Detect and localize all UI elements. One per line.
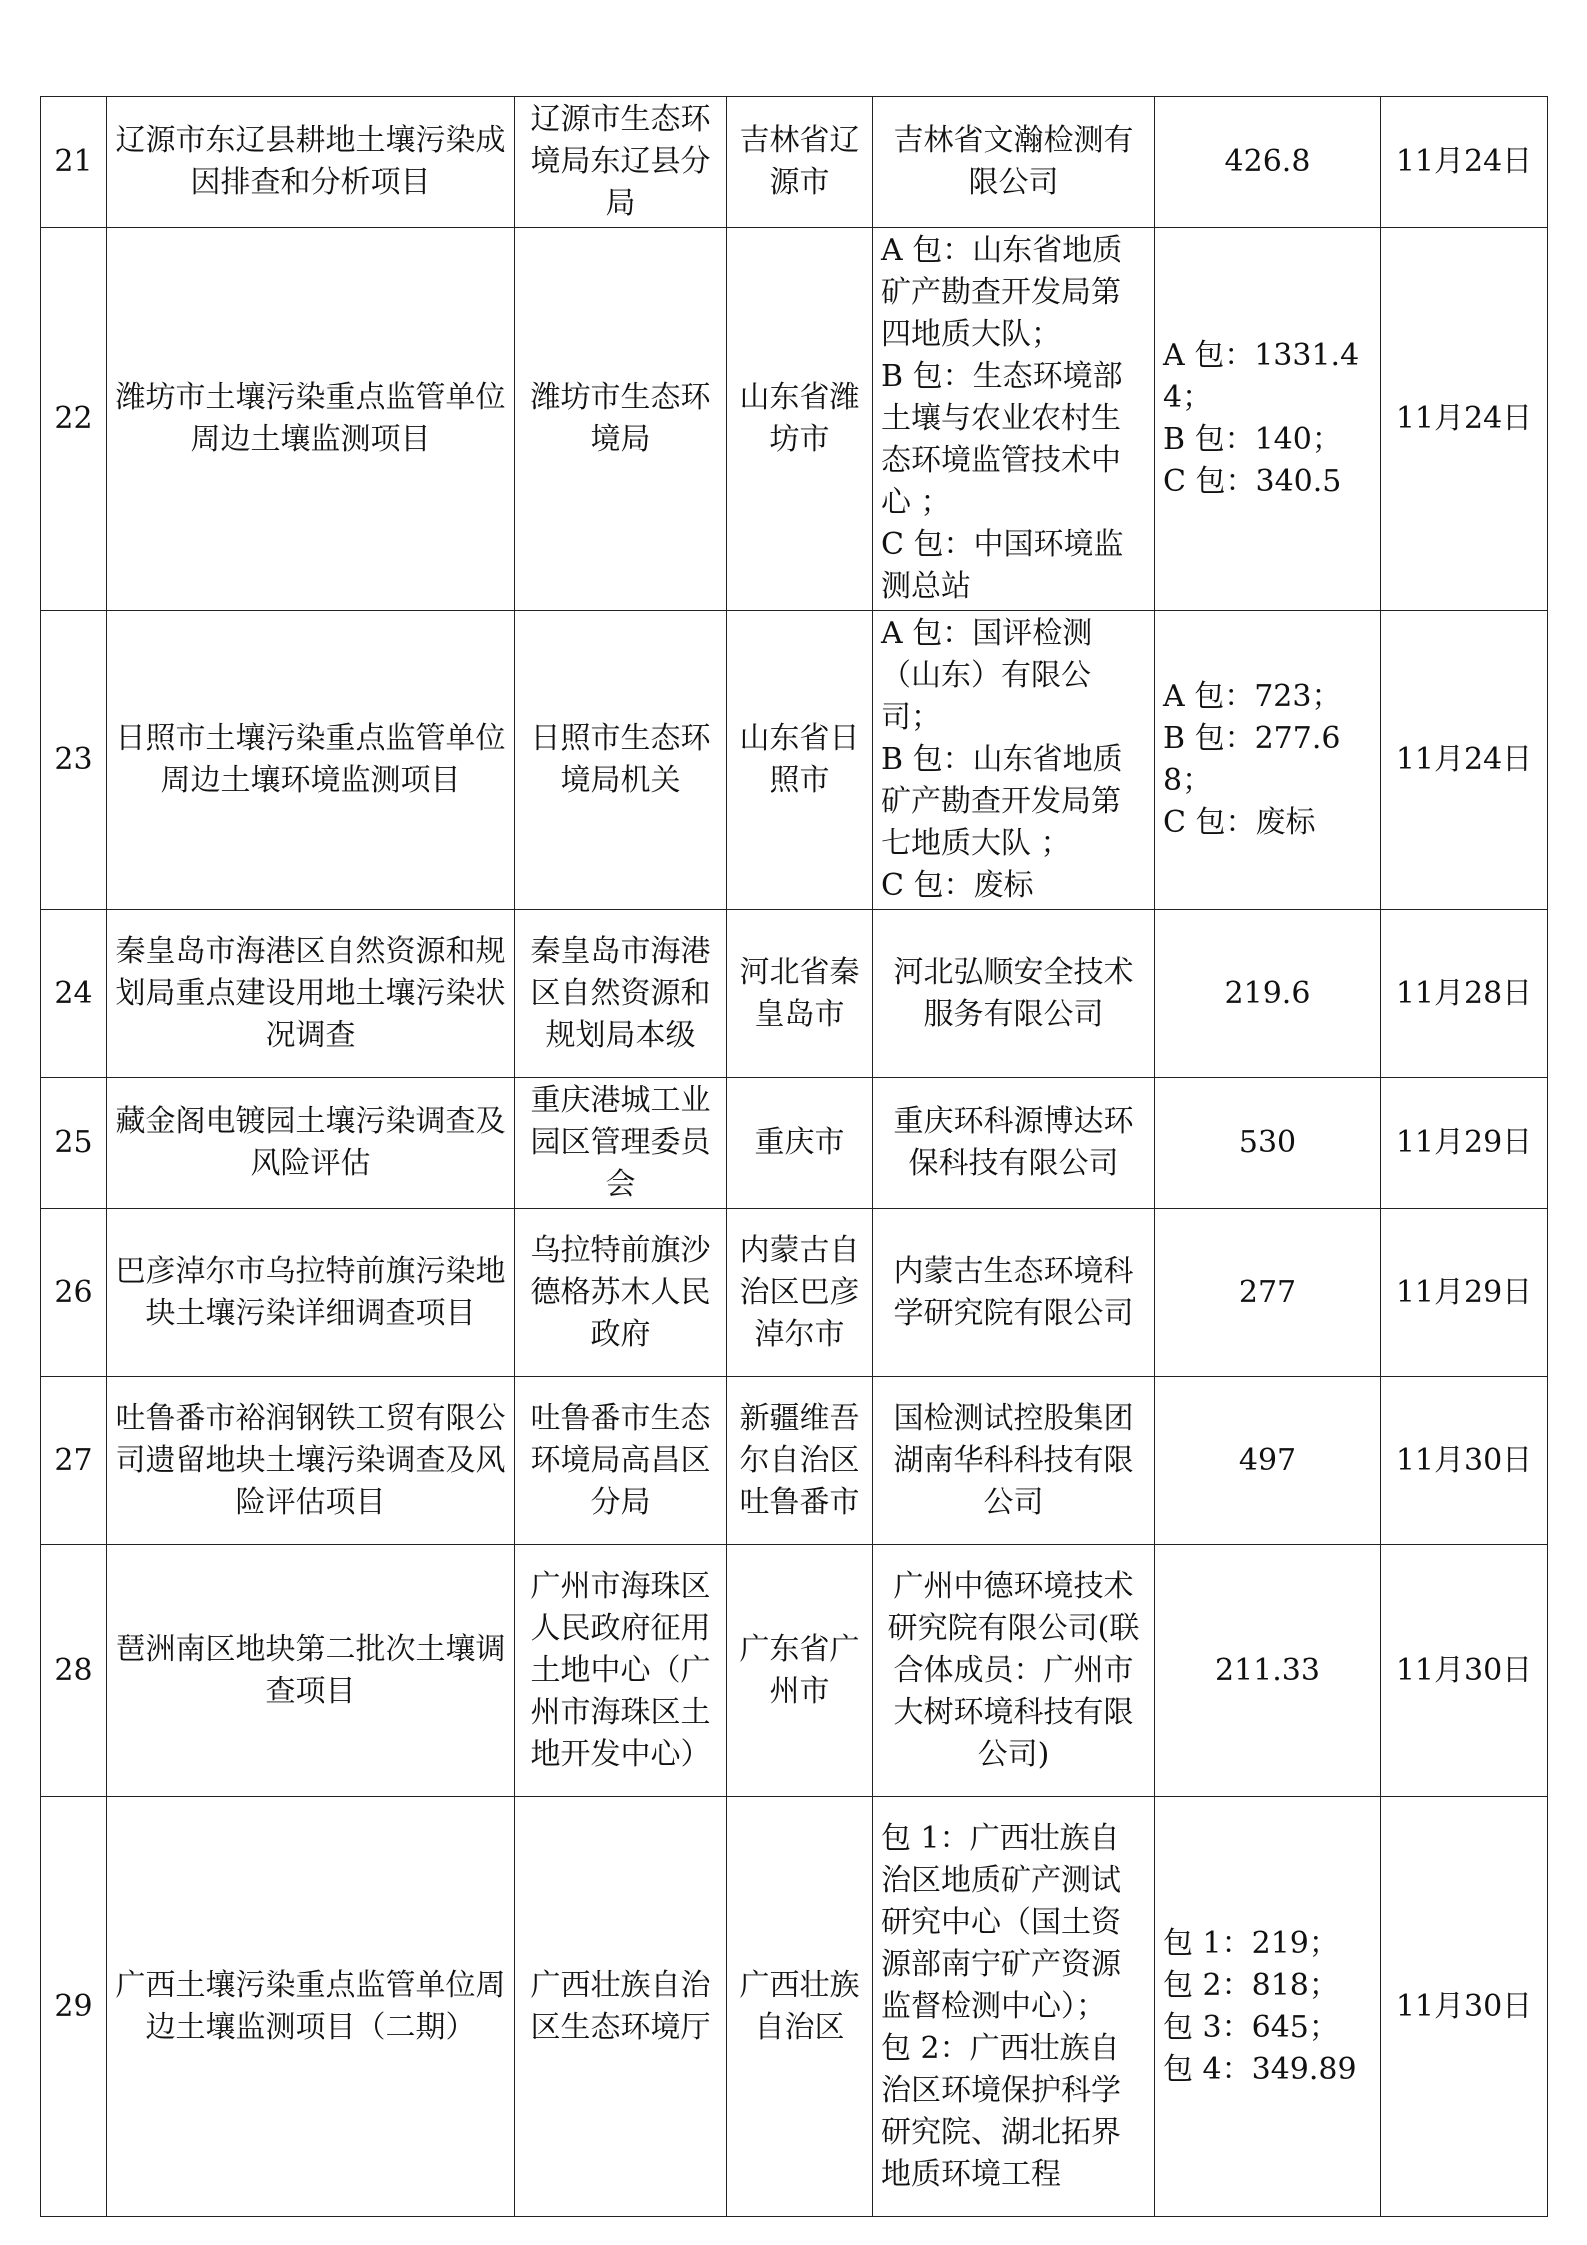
winning-supplier: 重庆环科源博达环保科技有限公司 bbox=[873, 1078, 1155, 1209]
purchaser: 乌拉特前旗沙德格苏木人民政府 bbox=[515, 1209, 727, 1377]
amount: 211.33 bbox=[1155, 1545, 1381, 1797]
purchaser: 广西壮族自治区生态环境厅 bbox=[515, 1797, 727, 2217]
winning-supplier: 包 1：广西壮族自治区地质矿产测试研究中心（国土资源部南宁矿产资源监督检测中心）； 包 2：广西壮族自治区环境保护科学研究院、湖北拓界地质环境工程 bbox=[873, 1797, 1155, 2217]
table-row bbox=[41, 1078, 1548, 1209]
date: 11月30日 bbox=[1381, 1797, 1548, 2217]
region: 吉林省辽源市 bbox=[727, 97, 873, 228]
date: 11月24日 bbox=[1381, 97, 1548, 228]
amount: 426.8 bbox=[1155, 97, 1381, 228]
region: 内蒙古自治区巴彦淖尔市 bbox=[727, 1209, 873, 1377]
table-row bbox=[41, 1377, 1548, 1545]
purchaser: 吐鲁番市生态环境局高昌区分局 bbox=[515, 1377, 727, 1545]
project-name: 琶洲南区地块第二批次土壤调查项目 bbox=[107, 1545, 515, 1797]
project-name: 广西土壤污染重点监管单位周边土壤监测项目（二期） bbox=[107, 1797, 515, 2217]
row-number: 28 bbox=[41, 1545, 107, 1797]
winning-supplier: 吉林省文瀚检测有限公司 bbox=[873, 97, 1155, 228]
winning-supplier: 内蒙古生态环境科学研究院有限公司 bbox=[873, 1209, 1155, 1377]
region: 广西壮族自治区 bbox=[727, 1797, 873, 2217]
region: 新疆维吾尔自治区吐鲁番市 bbox=[727, 1377, 873, 1545]
date: 11月24日 bbox=[1381, 611, 1548, 910]
project-name: 吐鲁番市裕润钢铁工贸有限公司遗留地块土壤污染调查及风险评估项目 bbox=[107, 1377, 515, 1545]
winning-supplier: 河北弘顺安全技术服务有限公司 bbox=[873, 910, 1155, 1078]
project-name: 日照市土壤污染重点监管单位周边土壤环境监测项目 bbox=[107, 611, 515, 910]
region: 山东省潍坊市 bbox=[727, 228, 873, 611]
purchaser: 秦皇岛市海港区自然资源和规划局本级 bbox=[515, 910, 727, 1078]
row-number: 21 bbox=[41, 97, 107, 228]
procurement-results-table bbox=[40, 96, 1548, 2217]
project-name: 潍坊市土壤污染重点监管单位周边土壤监测项目 bbox=[107, 228, 515, 611]
purchaser: 潍坊市生态环境局 bbox=[515, 228, 727, 611]
table-row bbox=[41, 1797, 1548, 2217]
project-name: 藏金阁电镀园土壤污染调查及风险评估 bbox=[107, 1078, 515, 1209]
row-number: 24 bbox=[41, 910, 107, 1078]
purchaser: 日照市生态环境局机关 bbox=[515, 611, 727, 910]
project-name: 辽源市东辽县耕地土壤污染成因排查和分析项目 bbox=[107, 97, 515, 228]
row-number: 27 bbox=[41, 1377, 107, 1545]
table-row bbox=[41, 97, 1548, 228]
amount: 包 1：219； 包 2：818； 包 3：645； 包 4：349.89 bbox=[1155, 1797, 1381, 2217]
date: 11月29日 bbox=[1381, 1209, 1548, 1377]
amount: 219.6 bbox=[1155, 910, 1381, 1078]
purchaser: 广州市海珠区人民政府征用土地中心（广州市海珠区土地开发中心） bbox=[515, 1545, 727, 1797]
region: 重庆市 bbox=[727, 1078, 873, 1209]
table-row bbox=[41, 228, 1548, 611]
winning-supplier: A 包：国评检测（山东）有限公司； B 包：山东省地质矿产勘查开发局第七地质大队 ； C 包：废标 bbox=[873, 611, 1155, 910]
table-row bbox=[41, 611, 1548, 910]
date: 11月24日 bbox=[1381, 228, 1548, 611]
row-number: 26 bbox=[41, 1209, 107, 1377]
region: 山东省日照市 bbox=[727, 611, 873, 910]
purchaser: 重庆港城工业园区管理委员会 bbox=[515, 1078, 727, 1209]
date: 11月30日 bbox=[1381, 1545, 1548, 1797]
row-number: 29 bbox=[41, 1797, 107, 2217]
purchaser: 辽源市生态环境局东辽县分局 bbox=[515, 97, 727, 228]
row-number: 25 bbox=[41, 1078, 107, 1209]
amount: 497 bbox=[1155, 1377, 1381, 1545]
amount: 530 bbox=[1155, 1078, 1381, 1209]
winning-supplier: 国检测试控股集团湖南华科科技有限公司 bbox=[873, 1377, 1155, 1545]
table-row bbox=[41, 1209, 1548, 1377]
project-name: 秦皇岛市海港区自然资源和规划局重点建设用地土壤污染状况调查 bbox=[107, 910, 515, 1078]
row-number: 22 bbox=[41, 228, 107, 611]
row-number: 23 bbox=[41, 611, 107, 910]
project-name: 巴彦淖尔市乌拉特前旗污染地块土壤污染详细调查项目 bbox=[107, 1209, 515, 1377]
date: 11月28日 bbox=[1381, 910, 1548, 1078]
date: 11月30日 bbox=[1381, 1377, 1548, 1545]
table-row bbox=[41, 910, 1548, 1078]
winning-supplier: A 包：山东省地质矿产勘查开发局第四地质大队； B 包：生态环境部土壤与农业农村生态环境监管技术中心 ； C 包：中国环境监测总站 bbox=[873, 228, 1155, 611]
region: 广东省广州市 bbox=[727, 1545, 873, 1797]
amount: A 包：1331.44； B 包：140； C 包：340.5 bbox=[1155, 228, 1381, 611]
region: 河北省秦皇岛市 bbox=[727, 910, 873, 1078]
table-row bbox=[41, 1545, 1548, 1797]
winning-supplier: 广州中德环境技术研究院有限公司(联合体成员：广州市大树环境科技有限公司) bbox=[873, 1545, 1155, 1797]
amount: A 包：723； B 包：277.68； C 包：废标 bbox=[1155, 611, 1381, 910]
amount: 277 bbox=[1155, 1209, 1381, 1377]
date: 11月29日 bbox=[1381, 1078, 1548, 1209]
